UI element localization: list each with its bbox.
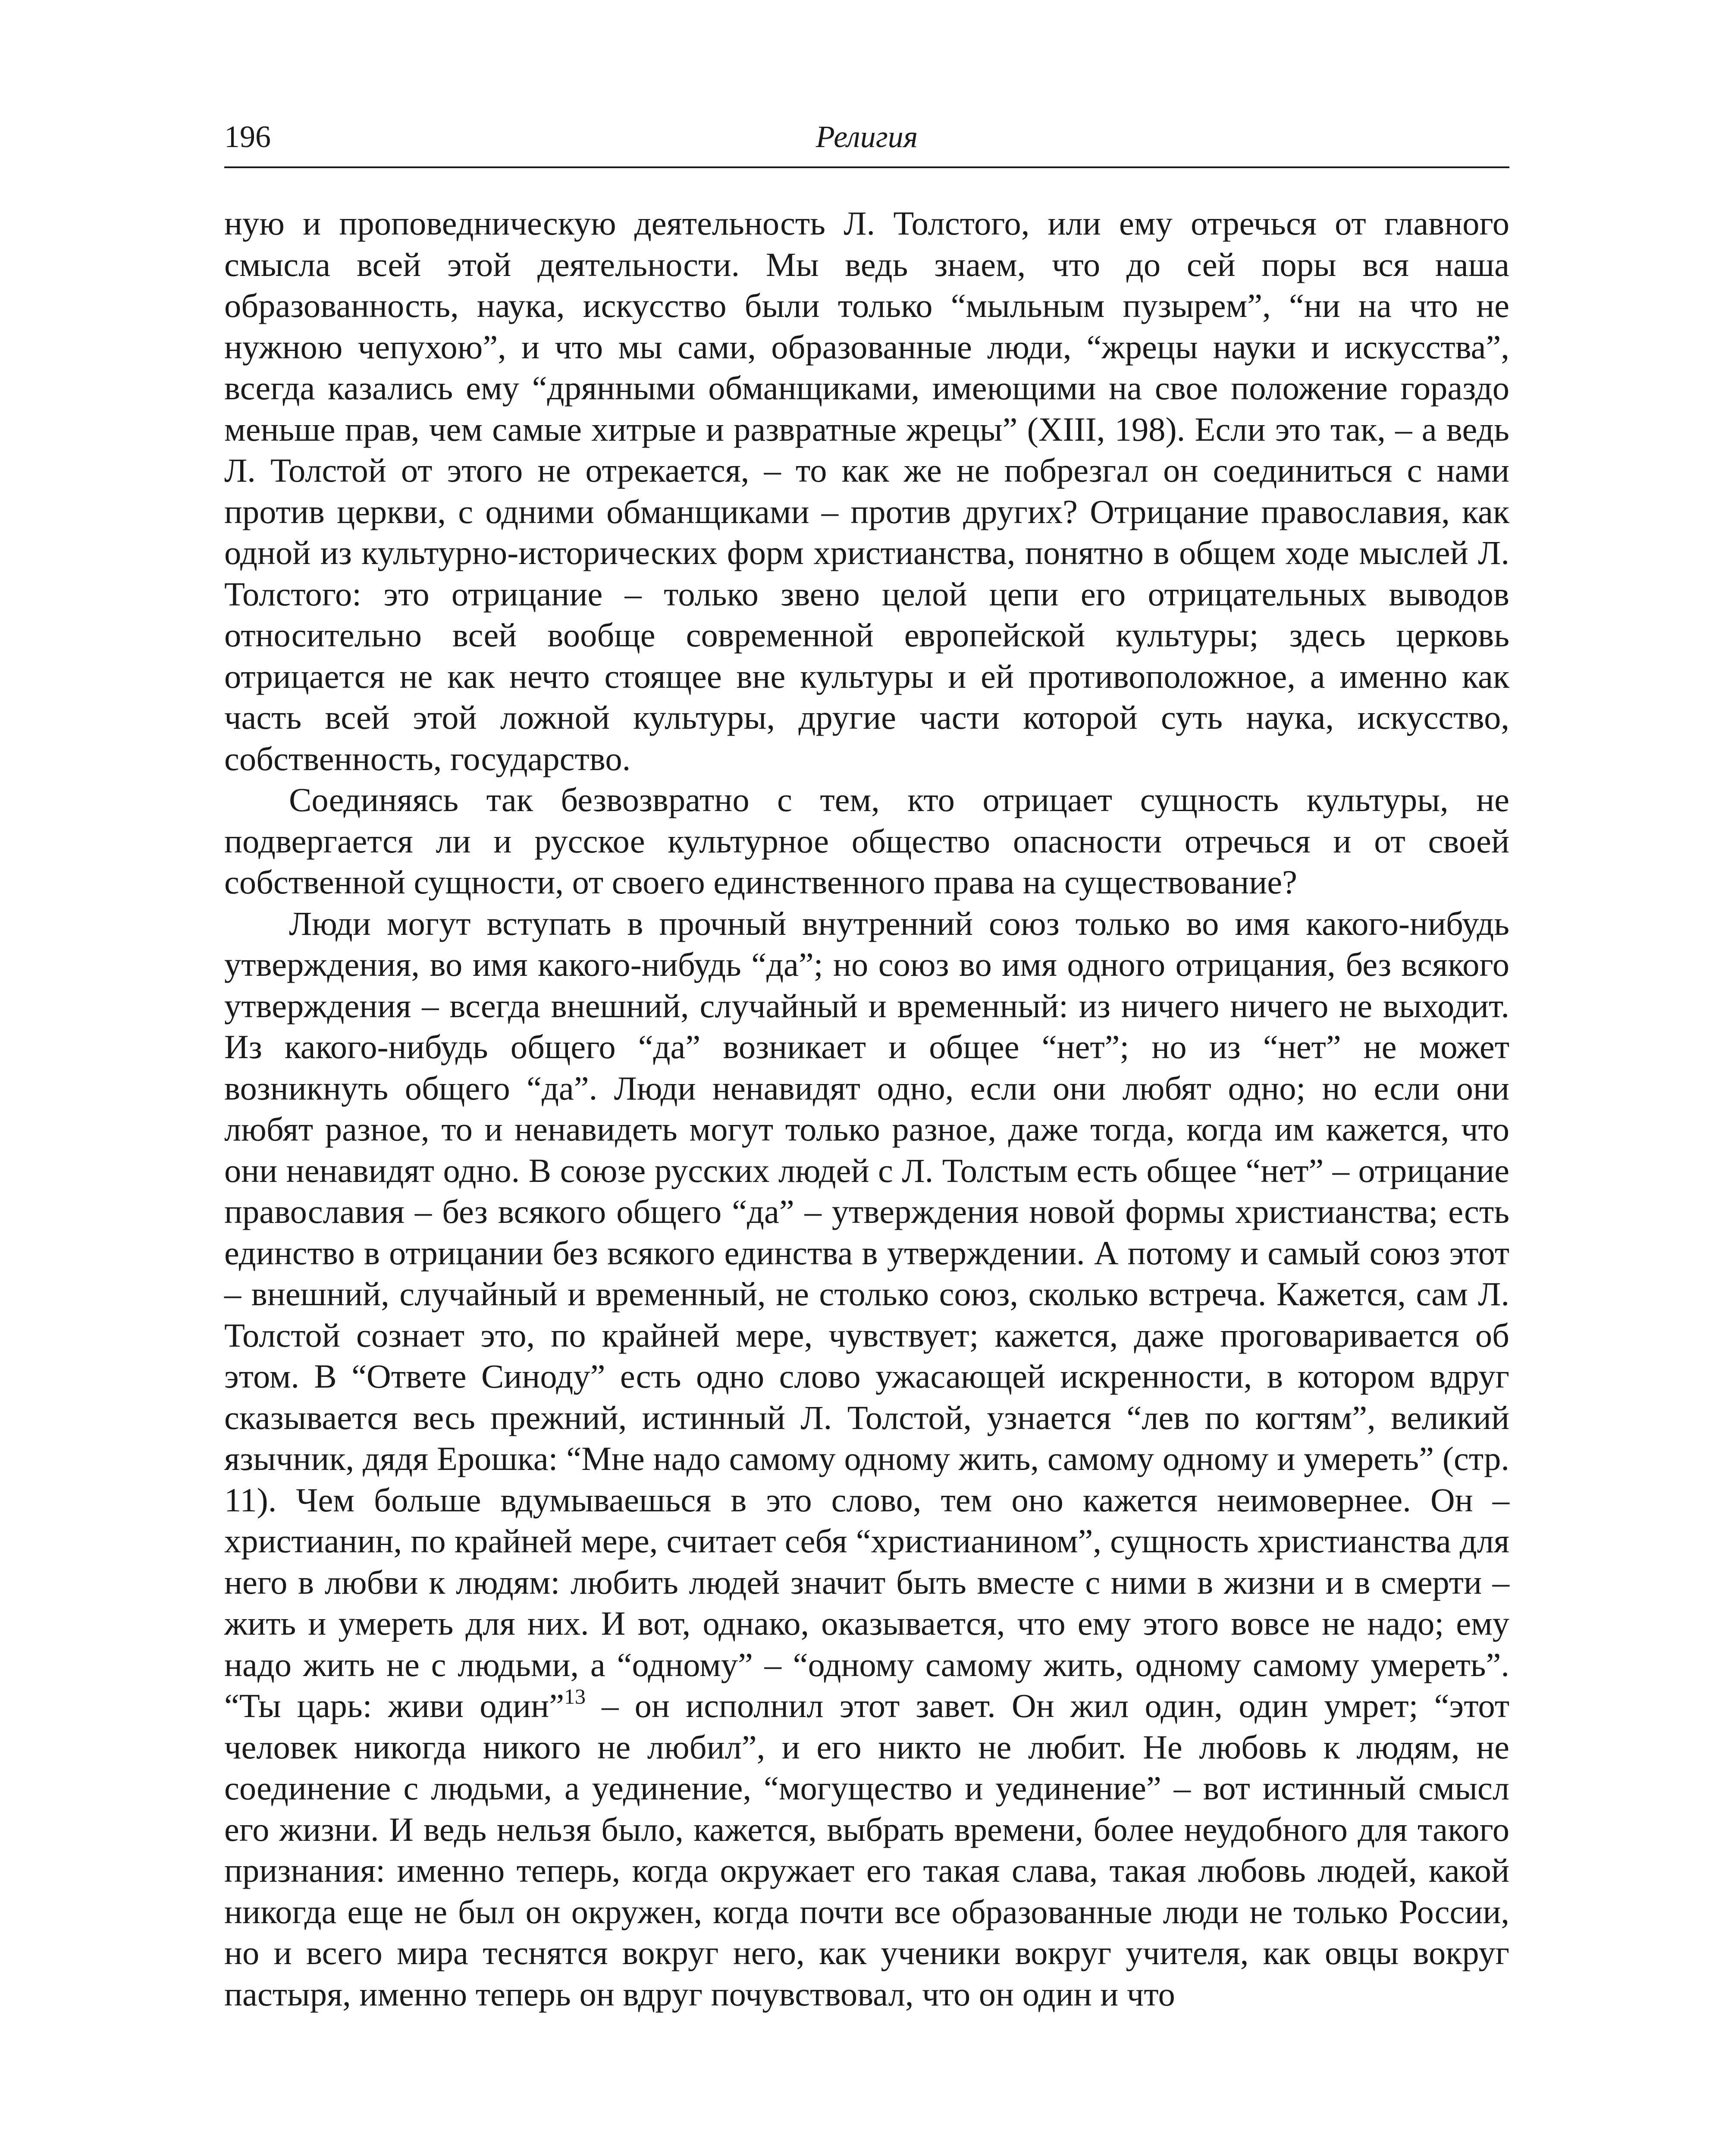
paragraph-3 [224, 903, 1509, 2015]
footnote-mark: 13 [564, 1684, 586, 1708]
paragraph-2: Соединяясь так безвозвратно с тем, кто отрицает сущность культуры, не подвергается ли и русское культурное общество опасности отречься и от своей собственной сущности, от своего единственного права на существование? [224, 781, 1509, 901]
page-number: 196 [224, 119, 271, 154]
section-title: Религия [815, 119, 918, 154]
body-text [224, 203, 1509, 2015]
book-page [224, 0, 1509, 2156]
running-head [224, 113, 1509, 160]
header-rule [224, 166, 1509, 168]
paragraph-3-text-after-note: – он исполнил этот завет. Он жил один, один умрет; “этот человек никогда никого не любил”, и его никто не любит. Не любовь к людям, не соединение с людьми, а уединение, “могущество и уединение” – вот истинный смысл его жизни. И ведь нельзя было, кажется, выбрать времени, более неудобного для такого признания: именно теперь, когда окружает его такая слава, такая любовь людей, какой никогда еще не был он окружен, когда почти все образованные люди не только России, но и всего мира теснятся вокруг него, как ученики вокруг учителя, как овцы вокруг пастыря, именно теперь он вдруг почувствовал, что он один и что [224, 1687, 1510, 2013]
paragraph-1: ную и проповедническую деятельность Л. Толстого, или ему отречься от главного смысла всей этой деятельности. Мы ведь знаем, что до сей поры вся наша образованность, наука, искусство были только “мыльным пузырем”, “ни на что не нужною чепухою”, и что мы сами, образованные люди, “жрецы науки и искусства”, всегда казались ему “дрянными обманщиками, имеющими на свое положение гораздо меньше прав, чем самые хитрые и развратные жрецы” (XIII, 198). Если это так, – а ведь Л. Толстой от этого не отрекается, – то как же не побрезгал он соединиться с нами против церкви, с одними обманщиками – против других? Отрицание православия, как одной из культурно-исторических форм христианства, понятно в общем ходе мыслей Л. Толстого: это отрицание – только звено целой цепи его отрицательных выводов относительно всей вообще современной европейской культуры; здесь церковь отрицается не как нечто стоящее вне культуры и ей противоположное, а именно как часть всей этой ложной культуры, другие части которой суть наука, искусство, собственность, государство. [224, 204, 1509, 777]
paragraph-3-text-before-note: Люди могут вступать в прочный внутренний союз только во имя какого-нибудь утверждения, во имя какого-нибудь “да”; но союз во имя одного отрицания, без всякого утверждения – всегда внешний, случайный и временный: из ничего ничего не выходит. Из какого-нибудь общего “да” возникает и общее “нет”; но из “нет” не может возникнуть общего “да”. Люди ненавидят одно, если они любят одно; но если они любят разное, то и ненавидеть могут только разное, даже тогда, когда им кажется, что они ненавидят одно. В союзе русских людей с Л. Толстым есть общее “нет” – отрицание православия – без всякого общего “да” – утверждения новой формы христианства; есть единство в отрицании без всякого единства в утверждении. А потому и самый союз этот – внешний, случайный и временный, не столько союз, сколько встреча. Кажется, сам Л. Толстой сознает это, по крайней мере, чувствует; кажется, даже проговаривается об этом. В “Ответе Синоду” есть одно слово ужасающей искренности, в котором вдруг сказывается весь прежний, истинный Л. Толстой, узнается “лев по когтям”, великий язычник, дядя Ерошка: “Мне надо самому одному жить, самому одному и умереть” (стр. 11). Чем больше вдумываешься в это слово, тем оно кажется неимовернее. Он – христианин, по крайней мере, считает себя “христианином”, сущность христианства для него в любви к людям: любить людей значит быть вместе с ними в жизни и в смерти – жить и умереть для них. И вот, однако, оказывается, что ему этого вовсе не надо; ему надо жить не с людьми, а “одному” – “одному самому жить, одному самому умереть”. “Ты царь: живи один” [224, 904, 1509, 1724]
